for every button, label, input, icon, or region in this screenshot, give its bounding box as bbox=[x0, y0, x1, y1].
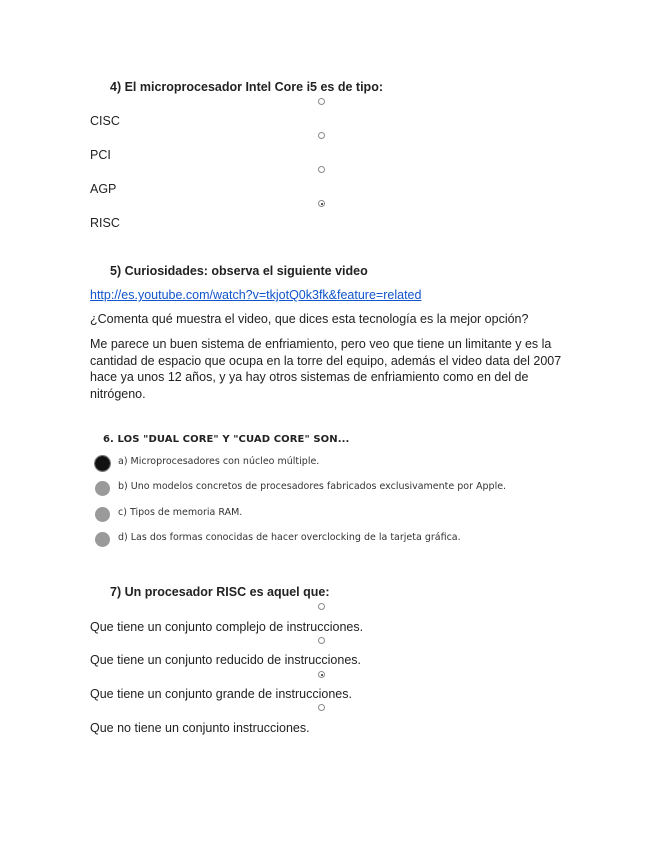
q6-option-c-label: c) Tipos de memoria RAM. bbox=[118, 507, 243, 518]
q6-option-d-radio[interactable] bbox=[95, 532, 110, 547]
q4-option-3-radio[interactable] bbox=[318, 166, 325, 173]
q7-option-4-radio[interactable] bbox=[318, 704, 325, 711]
q7-option-3-radio[interactable] bbox=[318, 671, 325, 678]
q4-option-4-radio[interactable] bbox=[318, 200, 325, 207]
q6-option-d-label: d) Las dos formas conocidas de hacer overclocking de la tarjeta gráfica. bbox=[118, 532, 461, 543]
q6-option-b-label: b) Uno modelos concretos de procesadores fabricados exclusivamente por Apple. bbox=[118, 481, 507, 492]
question-7-title: 7) Un procesador RISC es aquel que: bbox=[110, 585, 330, 599]
q7-option-2-radio[interactable] bbox=[318, 637, 325, 644]
q4-option-4-label: RISC bbox=[90, 216, 120, 230]
q4-option-1-radio[interactable] bbox=[318, 98, 325, 105]
video-answer: Me parece un buen sistema de enfriamiento, pero veo que tiene un limitante y es la cantidad de espacio que ocupa en la torre del equipo, además el video data del 2007 hace ya unos 12 años, y ya hay otros sistemas de enfriamiento como en del de nitrógeno. bbox=[90, 337, 562, 401]
q7-option-1-label: Que tiene un conjunto complejo de instrucciones. bbox=[90, 620, 364, 634]
question-6-title: 6. LOS "DUAL CORE" Y "CUAD CORE" SON... bbox=[103, 434, 350, 445]
q7-option-1-radio[interactable] bbox=[318, 603, 325, 610]
q6-option-a-label: a) Microprocesadores con núcleo múltiple. bbox=[118, 456, 320, 467]
question-5-title: 5) Curiosidades: observa el siguiente video bbox=[110, 264, 368, 278]
q6-option-c-radio[interactable] bbox=[95, 507, 110, 522]
video-link[interactable]: http://es.youtube.com/watch?v=tkjotQ0k3fk&feature=related bbox=[90, 288, 422, 302]
q7-option-4-label: Que no tiene un conjunto instrucciones. bbox=[90, 721, 310, 735]
q4-option-2-label: PCI bbox=[90, 148, 111, 162]
question-4-title: 4) El microprocesador Intel Core i5 es de tipo: bbox=[110, 80, 383, 94]
video-question: ¿Comenta qué muestra el video, que dices esta tecnología es la mejor opción? bbox=[90, 312, 529, 326]
q4-option-1-label: CISC bbox=[90, 114, 120, 128]
q7-option-3-label: Que tiene un conjunto grande de instrucciones. bbox=[90, 687, 352, 701]
q4-option-3-label: AGP bbox=[90, 182, 117, 196]
q4-option-2-radio[interactable] bbox=[318, 132, 325, 139]
q6-option-a-radio[interactable] bbox=[95, 456, 110, 471]
q6-option-b-radio[interactable] bbox=[95, 481, 110, 496]
q7-option-2-label: Que tiene un conjunto reducido de instrucciones. bbox=[90, 653, 362, 667]
